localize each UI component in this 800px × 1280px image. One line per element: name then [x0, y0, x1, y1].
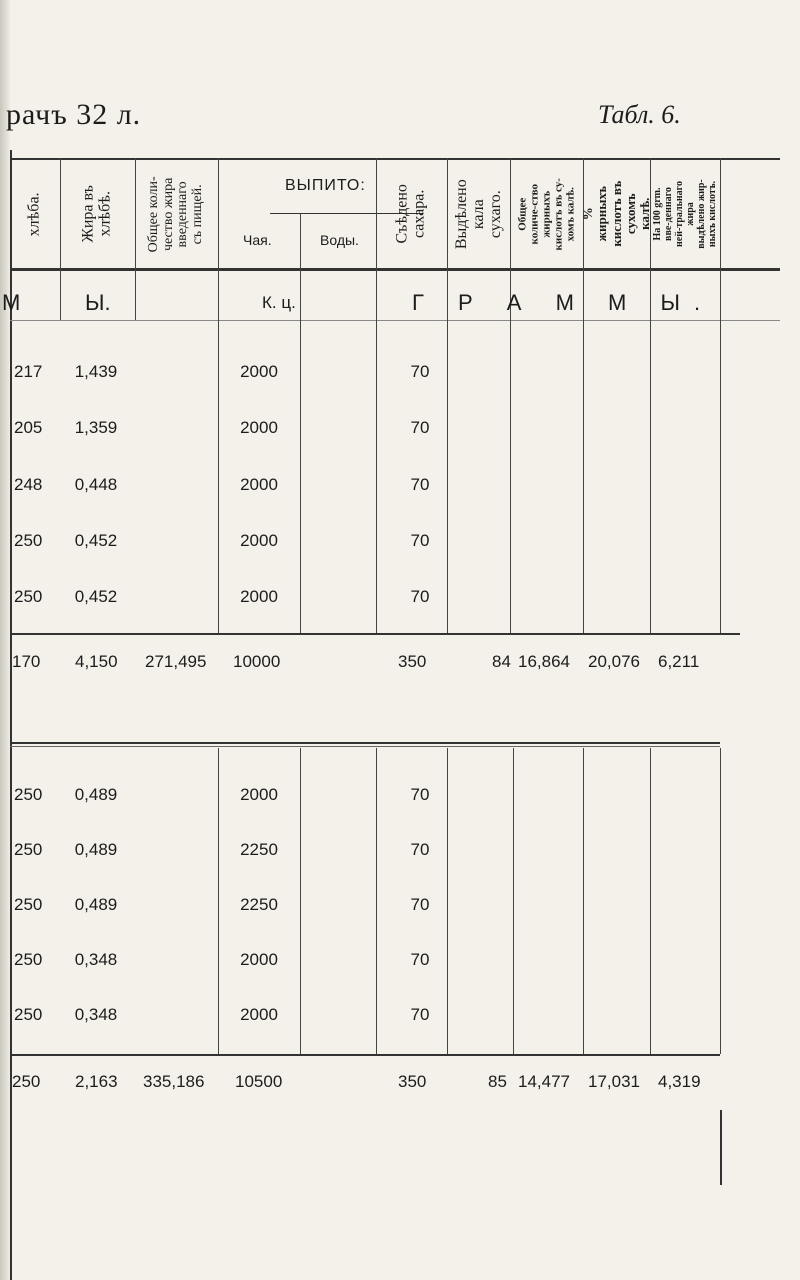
table-label: Табл. 6. [598, 100, 681, 129]
bread-cell: 217 [14, 362, 43, 381]
unit-0: М [2, 290, 21, 315]
fat-cell: 0,348 [74, 950, 118, 969]
total-bread: 250 [12, 1072, 41, 1091]
total-feces: 84 [492, 652, 511, 671]
unit-3: Г Р А М М Ы. [412, 290, 715, 315]
total-feces: 85 [488, 1072, 507, 1091]
sugar-cell: 70 [410, 840, 430, 859]
bread-cell: 250 [14, 785, 43, 804]
total-fat: 4,150 [75, 652, 118, 671]
header-drank-group: ВЫПИТО: [285, 177, 366, 194]
header-per-100: На 100 grm. вве-деннаго ней-тральнаго жира выдѣлено жир-ныхъ кислотъ. [652, 179, 718, 249]
sugar-cell: 70 [410, 1005, 430, 1024]
group2-total-rule [10, 1054, 720, 1056]
sugar-cell: 70 [410, 531, 430, 550]
sugar-cell: 70 [410, 785, 430, 804]
total-per100: 4,319 [658, 1072, 701, 1091]
bread-cell: 250 [14, 950, 43, 969]
g2-divider-7 [513, 748, 514, 1054]
fat-cell: 0,489 [74, 785, 118, 804]
fat-cell: 0,452 [74, 587, 118, 606]
g2-divider-4 [300, 748, 301, 1054]
sugar-cell: 70 [410, 895, 430, 914]
unit-2: К. ц. [262, 293, 296, 312]
tea-cell: 2000 [240, 362, 278, 381]
total-fatty-total: 14,477 [518, 1072, 570, 1091]
tea-cell: 2000 [240, 531, 278, 550]
fat-cell: 0,448 [74, 475, 118, 494]
bread-cell: 250 [14, 840, 43, 859]
sugar-cell: 70 [410, 418, 430, 437]
group-separator-rule-2 [10, 746, 720, 747]
bread-cell: 250 [14, 1005, 43, 1024]
bread-cell: 250 [14, 587, 43, 606]
header-feces: Выдѣлено кала сухаго. [452, 179, 503, 249]
total-bread: 170 [12, 652, 41, 671]
unit-1: Ы. [85, 290, 111, 315]
total-per100: 6,211 [658, 652, 700, 671]
bread-cell: 250 [14, 895, 43, 914]
bread-cell: 205 [14, 418, 43, 437]
page-edge [0, 0, 10, 1280]
g2-divider-9 [650, 748, 651, 1054]
g2-divider-5 [376, 748, 377, 1054]
tea-cell: 2000 [240, 418, 278, 437]
total-fatty-pct: 20,076 [588, 652, 640, 671]
fat-cell: 1,359 [74, 418, 118, 437]
sugar-cell: 70 [410, 587, 430, 606]
sugar-cell: 70 [410, 950, 430, 969]
fat-cell: 0,489 [74, 840, 118, 859]
header-fat-in-bread: Жира въ хлѣбѣ. [79, 185, 114, 243]
page-title: рачъ 32 л. [6, 98, 142, 131]
fat-cell: 0,489 [74, 895, 118, 914]
tea-cell: 2000 [240, 587, 278, 606]
total-tea: 10500 [235, 1072, 283, 1091]
col-divider-3 [218, 158, 219, 633]
total-tea: 10000 [233, 652, 281, 671]
fat-cell: 1,439 [74, 362, 118, 381]
group1-total-rule [10, 633, 740, 635]
fat-cell: 0,348 [74, 1005, 118, 1024]
tea-cell: 2000 [240, 950, 278, 969]
bread-cell: 248 [14, 475, 43, 494]
header-total-fat: Общее коли-чество жира введеннаго съ пищей. [146, 176, 206, 252]
total-total-fat: 271,495 [145, 652, 207, 671]
group-separator-rule [10, 742, 720, 744]
tea-cell: 2250 [240, 840, 278, 859]
header-bottom-rule [10, 268, 780, 271]
units-bottom-rule [10, 320, 780, 321]
total-fat: 2,163 [75, 1072, 118, 1091]
fat-cell: 0,452 [74, 531, 118, 550]
header-fatty-acids-total: Общее количе-ство жирныхъ кислотъ въ су-хомъ калѣ. [516, 177, 577, 251]
header-tea: Чая. [243, 232, 272, 248]
total-fatty-pct: 17,031 [588, 1072, 640, 1091]
header-water: Воды. [320, 232, 359, 248]
tea-cell: 2000 [240, 785, 278, 804]
g2-divider-10 [720, 748, 721, 1054]
col-divider-4 [300, 213, 301, 633]
tea-cell: 2250 [240, 895, 278, 914]
sugar-cell: 70 [410, 362, 430, 381]
bread-cell: 250 [14, 531, 43, 550]
total-fatty-total: 16,864 [518, 652, 570, 671]
sugar-cell: 70 [410, 475, 430, 494]
total-sugar: 350 [398, 652, 427, 671]
col-divider-10 [720, 158, 721, 633]
total-total-fat: 335,186 [143, 1072, 205, 1091]
total-sugar: 350 [398, 1072, 427, 1091]
header-sugar: Съѣдено сахара. [393, 184, 428, 244]
tea-cell: 2000 [240, 475, 278, 494]
header-bread: хлѣба. [25, 192, 43, 236]
header-fatty-acids-pct: % жирныхъ кислотъ въ сухомъ калѣ. [579, 181, 652, 247]
tea-cell: 2000 [240, 1005, 278, 1024]
g2-divider-8 [583, 748, 584, 1054]
right-border-line [720, 1110, 722, 1185]
